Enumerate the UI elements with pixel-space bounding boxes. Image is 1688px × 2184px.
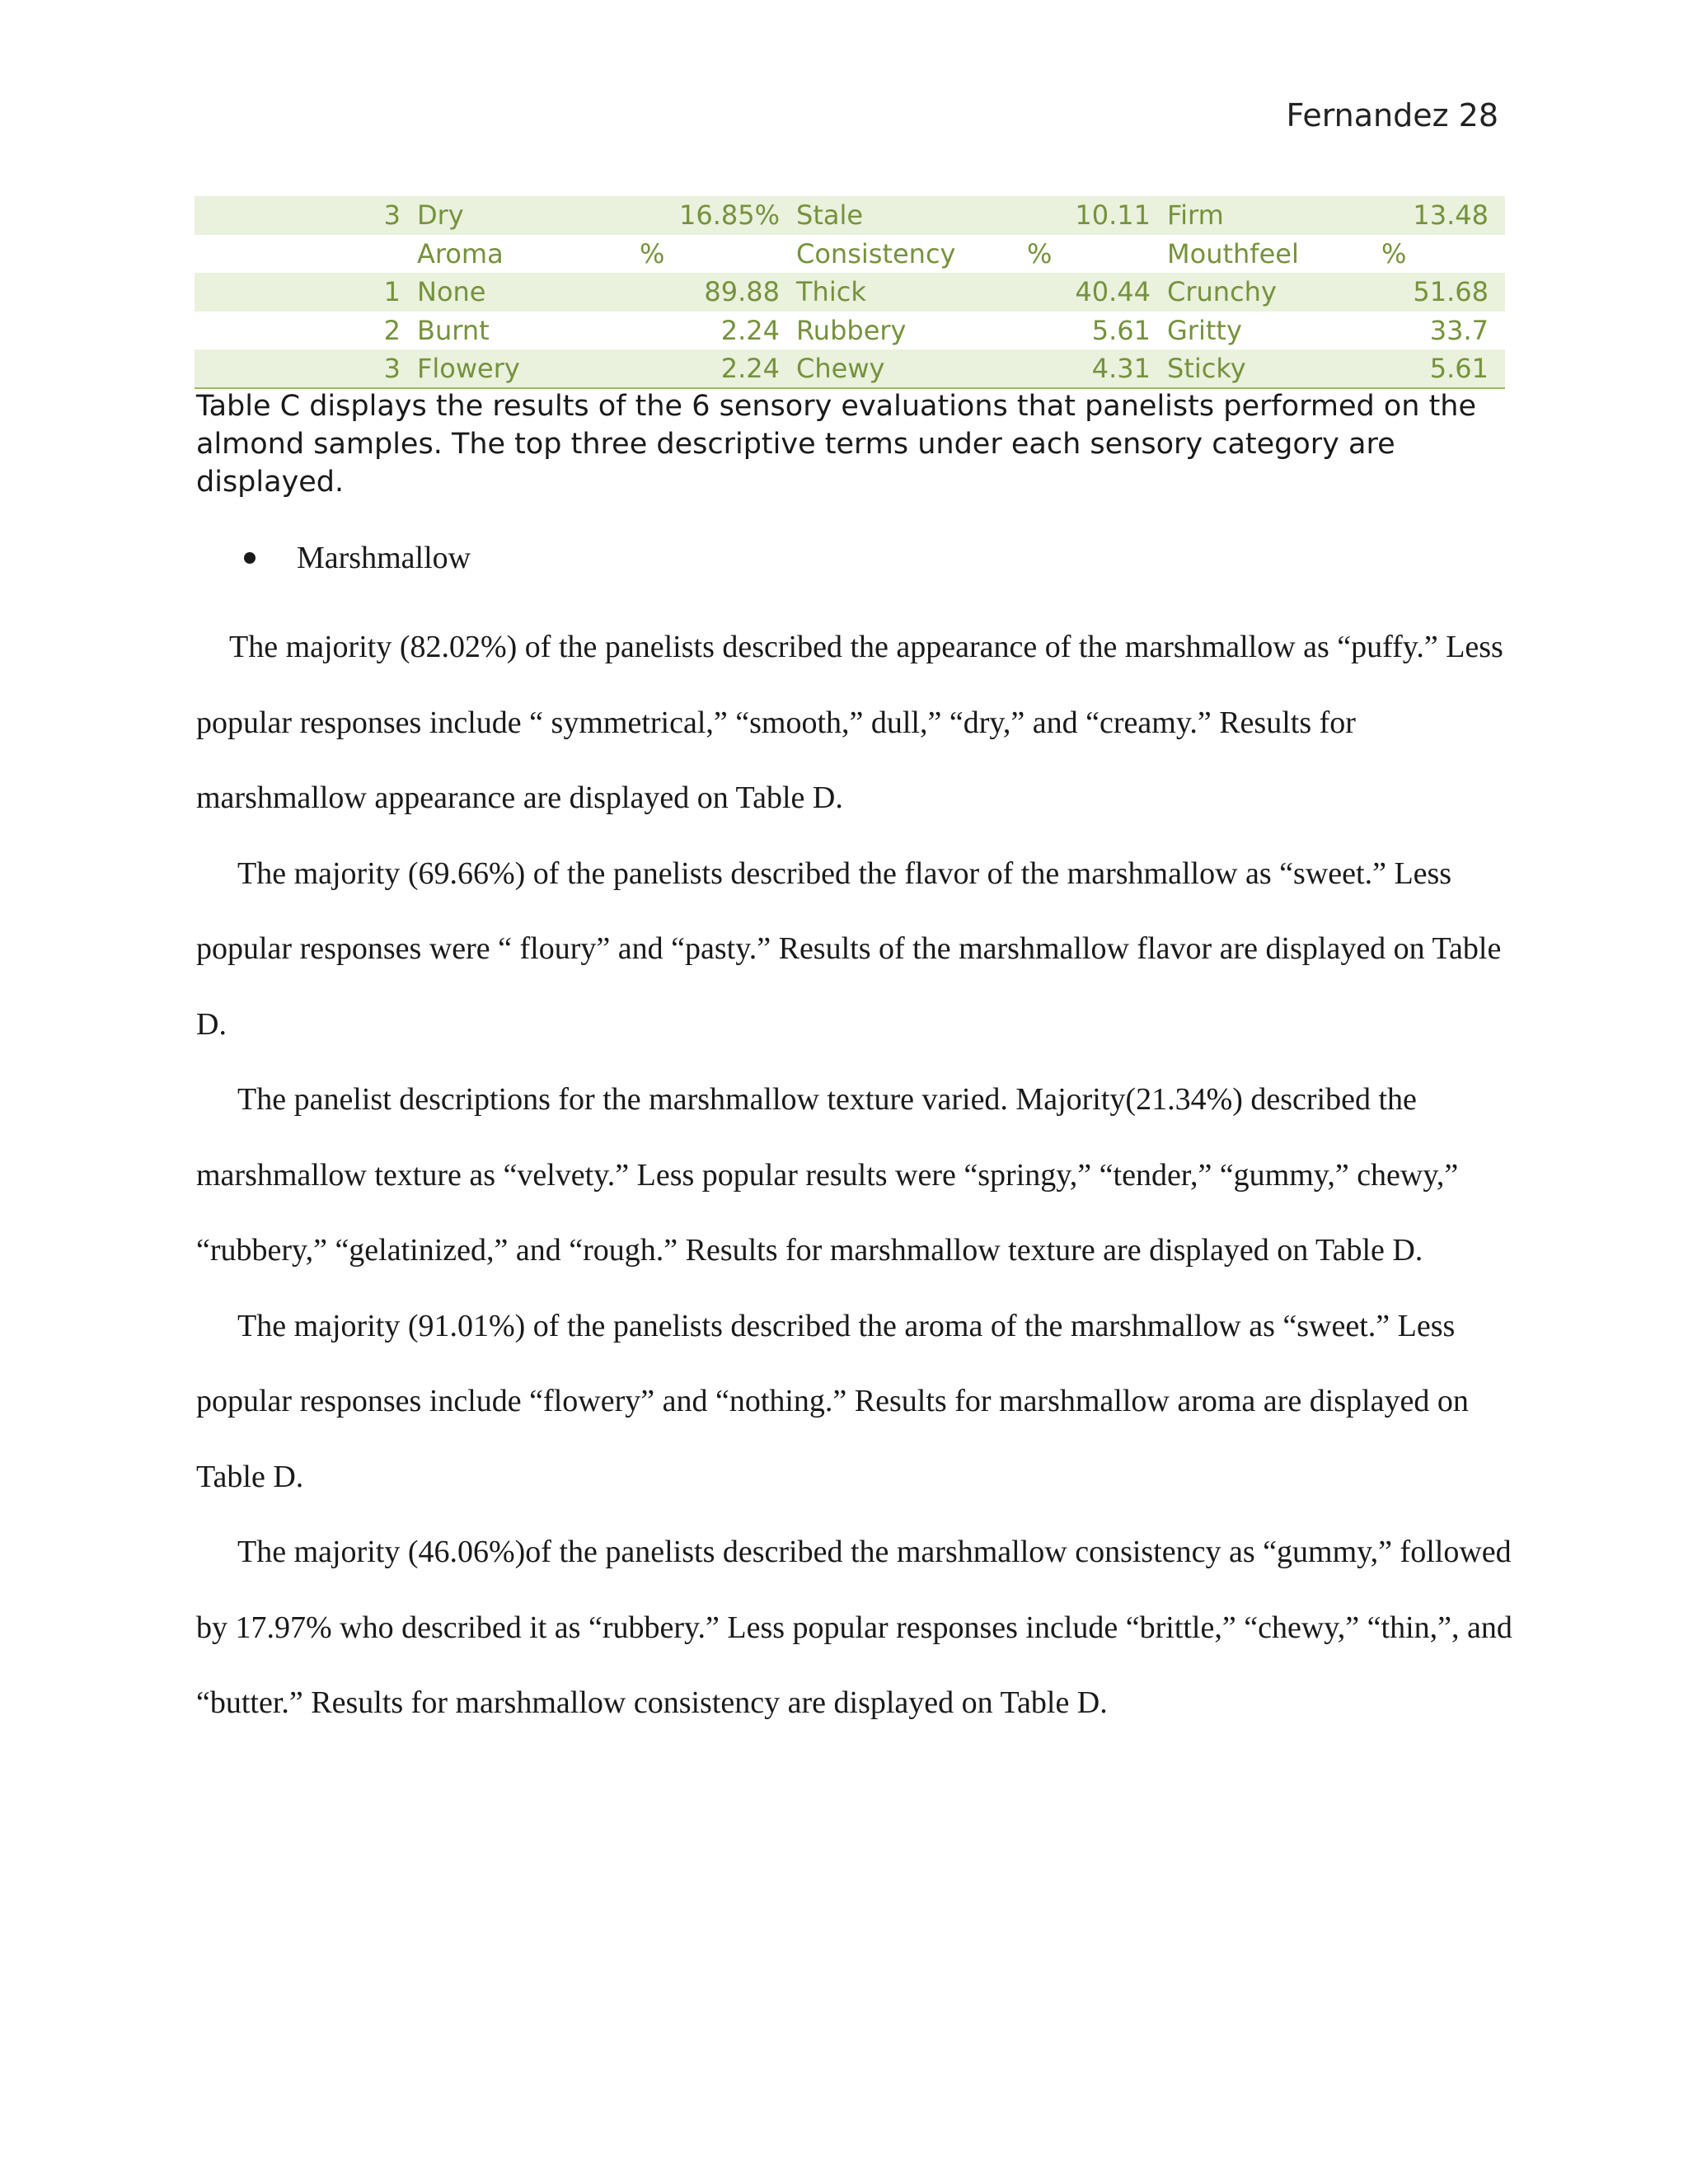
table-row: [195, 273, 1505, 312]
percent-header: %: [1027, 237, 1053, 269]
table-row: [195, 349, 1505, 388]
term-cell: Burnt: [417, 314, 490, 346]
value-cell: 13.48: [1413, 199, 1489, 232]
table-header-row: [195, 235, 1505, 274]
rank-cell: 2: [383, 314, 401, 346]
term-cell: Flowery: [417, 352, 520, 384]
term-cell: None: [417, 276, 486, 308]
term-cell: Rubbery: [796, 314, 907, 346]
term-cell: Crunchy: [1167, 276, 1277, 308]
rank-cell: [195, 235, 417, 274]
table-row: [195, 312, 1505, 350]
section-bullet: [244, 540, 471, 576]
term-cell: Stale: [796, 199, 864, 232]
value-cell: 2.24: [720, 314, 780, 346]
term-cell: Dry: [417, 199, 464, 232]
value-cell: 10.11: [1075, 199, 1151, 232]
term-cell: Firm: [1167, 199, 1224, 232]
category-header: Consistency: [796, 237, 956, 269]
table-caption: Table C displays the results of the 6 sensory evaluations that panelists performed on the almond samples. The top three descriptive terms under each sensory category are displayed.: [196, 390, 1477, 499]
term-cell: Gritty: [1167, 314, 1242, 346]
value-cell: 33.7: [1429, 314, 1489, 346]
rank-cell: 1: [383, 276, 401, 308]
value-cell: 5.61: [1429, 352, 1489, 384]
paragraph-texture: The panelist descriptions for the marshmallow texture varied. Majority(21.34%) described the marshmallow texture as “velvety.” Less popular results were “springy,” “tender,” “gummy,” chewy,” “rubbery,” “gelatinized,” and “rough.” Results for marshmallow texture are displayed on Table D.: [196, 1082, 1459, 1268]
value-cell: 51.68: [1413, 276, 1489, 308]
paragraph-consistency: The majority (46.06%)of the panelists described the marshmallow consistency as “gummy,” followed by 17.97% who described it as “rubbery.” Less popular responses include “brittle,” “chewy,” “thin,”, and “butter.” Results for marshmallow consistency are displayed on Table D.: [196, 1535, 1512, 1720]
value-cell: 4.31: [1091, 352, 1151, 384]
bullet-icon: [244, 552, 256, 564]
term-cell: Chewy: [796, 352, 885, 384]
category-header: Aroma: [417, 237, 504, 269]
category-header: Mouthfeel: [1167, 237, 1299, 269]
value-cell: 2.24: [720, 352, 780, 384]
value-cell: 89.88: [704, 276, 780, 308]
sensory-table-container: [195, 196, 1505, 389]
section-title: Marshmallow: [297, 541, 471, 575]
value-cell: 40.44: [1075, 276, 1151, 308]
page-header: Fernandez 28: [1286, 97, 1498, 134]
sensory-results-table: [195, 196, 1505, 389]
rank-cell: 3: [383, 199, 401, 232]
value-cell: 16.85%: [678, 199, 780, 232]
paragraph-appearance: The majority (82.02%) of the panelists described the appearance of the marshmallow as “puffy.” Less popular responses include “ symmetrical,” “smooth,” dull,” “dry,” and “creamy.” Results for marshmallow appearance are displayed on Table D.: [196, 630, 1503, 815]
value-cell: 5.61: [1091, 314, 1151, 346]
table-row: [195, 196, 1505, 235]
percent-header: %: [1381, 237, 1407, 269]
term-cell: Thick: [796, 276, 866, 308]
percent-header: %: [640, 237, 665, 269]
rank-cell: 3: [383, 352, 401, 384]
paragraph-flavor: The majority (69.66%) of the panelists described the flavor of the marshmallow as “sweet.” Less popular responses were “ floury” and “pasty.” Results of the marshmallow flavor are displayed on Table D.: [196, 855, 1502, 1042]
paragraph-aroma: The majority (91.01%) of the panelists described the aroma of the marshmallow as “sweet.” Less popular responses include “flowery” and “nothing.” Results for marshmallow aroma are displayed on Table D.: [196, 1308, 1469, 1494]
body-text: [196, 610, 1515, 1741]
term-cell: Sticky: [1167, 352, 1246, 384]
